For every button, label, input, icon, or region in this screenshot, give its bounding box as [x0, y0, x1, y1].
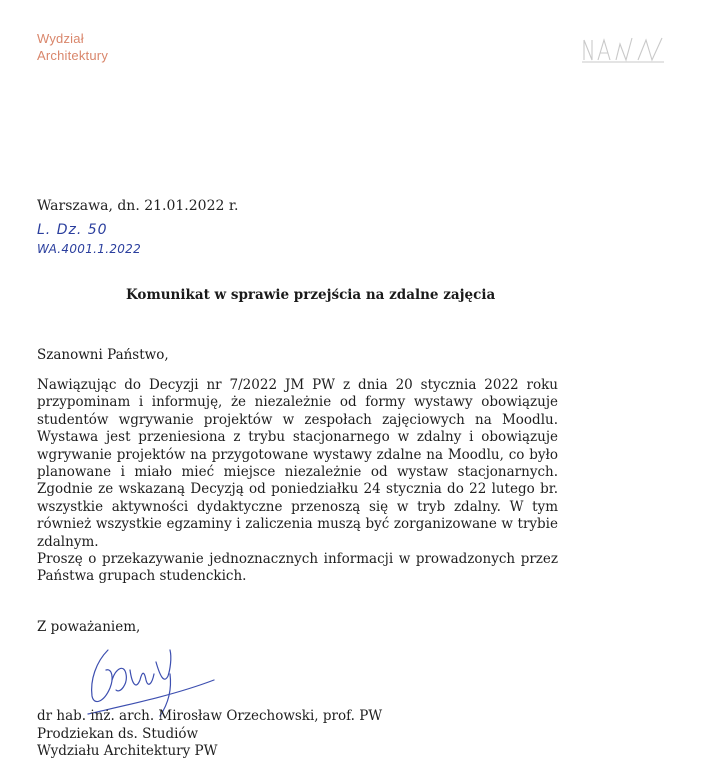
watermark-mark-icon	[580, 26, 666, 64]
closing-phrase: Z poważaniem,	[37, 619, 141, 635]
signatory-name: dr hab. inż. arch. Mirosław Orzechowski, prof. PW	[37, 708, 383, 724]
faculty-logo-line2: Architektury	[37, 48, 109, 63]
case-number: WA.4001.1.2022	[37, 242, 142, 256]
faculty-logo-line1: Wydział	[37, 31, 84, 46]
document-date: Warszawa, dn. 21.01.2022 r.	[37, 198, 239, 214]
signatory-role: Prodziekan ds. Studiów	[37, 726, 199, 742]
document-title: Komunikat w sprawie przejścia na zdalne zajęcia	[126, 287, 496, 303]
greeting: Szanowni Państwo,	[37, 347, 169, 363]
body-paragraph-1: Nawiązując do Decyzji nr 7/2022 JM PW z dnia 20 stycznia 2022 roku przypominam i informuję, że niezależnie od formy wystawy obowiązuje studentów wgrywanie projektów w zespołach zajęciowych na Moodlu. Wystawa jest przeniesiona z trybu stacjonarnego w zdalny i obowiązuje wgrywanie projektów na przygotowane wystawy zdalne na Moodlu, co było planowane i miało mieć miejsce niezależnie od wystaw stacjonarnych. Zgodnie ze wskazaną Decyzją od poniedziałku 24 stycznia do 22 lutego br. wszystkie aktywności dydaktyczne przenoszą się w tryb zdalny. W tym również wszystkie egzaminy i zaliczenia muszą być zorganizowane w trybie zdalnym.	[37, 377, 558, 550]
reference-number: L. Dz. 50	[37, 222, 108, 238]
signatory-unit: Wydziału Architektury PW	[37, 743, 218, 759]
faculty-logo	[37, 30, 147, 64]
document-body	[37, 377, 558, 586]
body-paragraph-2: Proszę o przekazywanie jednoznacznych informacji w prowadzonych przez Państwa grupach studenckich.	[37, 551, 558, 585]
